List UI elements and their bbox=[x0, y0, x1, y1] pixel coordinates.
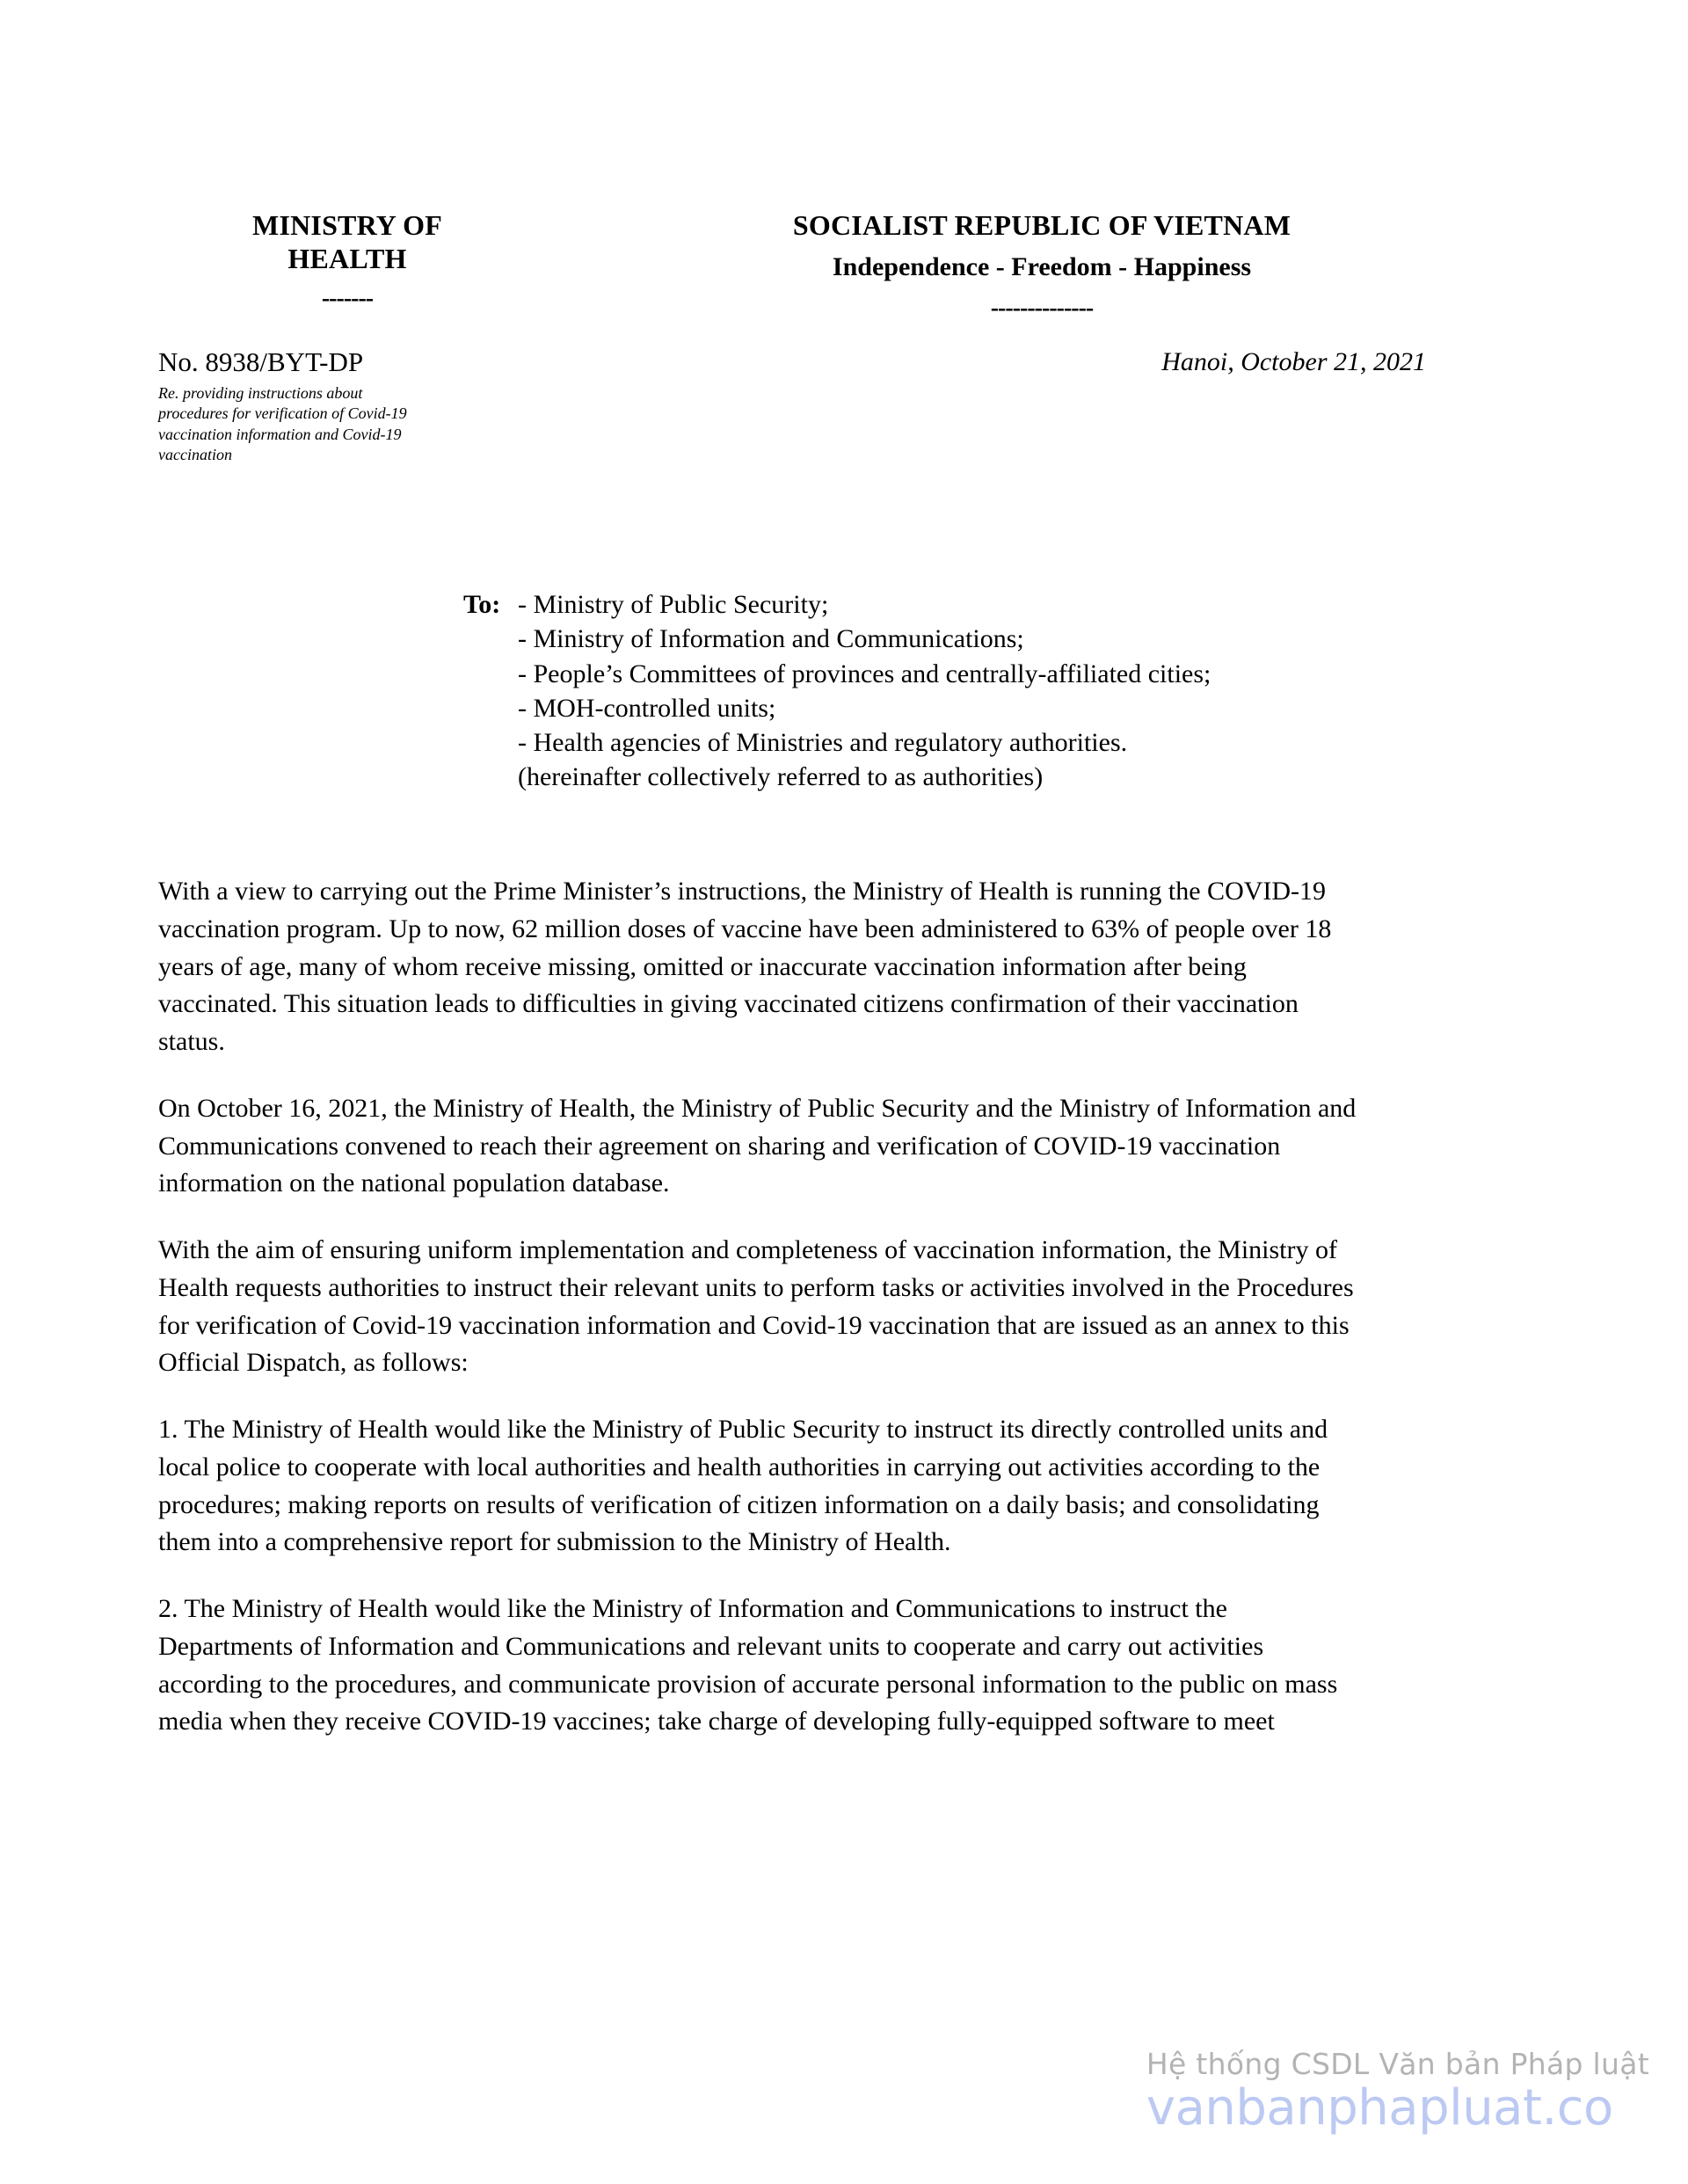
issuing-organization-rule: ------- bbox=[321, 284, 374, 312]
body-paragraph-item-2: 2. The Ministry of Health would like the Ministry of Information and Communications to instruct the Departments of Information and Communications and relevant units to cooperate and carry out activities according to the procedures, and communicate provision of accurate personal information to the public on mass media when they receive COVID-19 vaccines; take charge of developing fully-equipped software to meet bbox=[158, 1594, 1338, 1736]
body-paragraph-item-1: 1. The Ministry of Health would like the Ministry of Public Security to instruct its directly controlled units and local police to cooperate with local authorities and health authorities in carrying out activities according to the procedures; making reports on results of verification of citizen information on a daily basis; and consolidating them into a comprehensive report for submission to the Ministry of Health. bbox=[158, 1415, 1328, 1557]
document-header bbox=[158, 209, 1530, 321]
issuing-organization-block bbox=[158, 209, 536, 311]
recipients-list bbox=[518, 587, 1342, 795]
issuing-organization-line-2: HEALTH bbox=[287, 242, 407, 274]
recipient-item: - MOH-controlled units; bbox=[518, 693, 776, 723]
recipients-block bbox=[463, 587, 1342, 795]
national-title: SOCIALIST REPUBLIC OF VIETNAM bbox=[792, 209, 1291, 241]
reference-number-block bbox=[158, 347, 571, 466]
watermark-domain: vanbanphapluat.co bbox=[1146, 2079, 1613, 2137]
body-paragraph: With a view to carrying out the Prime Minister’s instructions, the Ministry of Health is running the COVID-19 vaccination program. Up to now, 62 million doses of vaccine have been administered to 63% of people over 18 years of age, many of whom receive missing, omitted or inaccurate vaccination information after being vaccinated. This situation leads to difficulties in giving vaccinated citizens confirmation of their vaccination status. bbox=[158, 877, 1332, 1056]
site-watermark bbox=[1146, 2047, 1649, 2137]
place-and-date: Hanoi, October 21, 2021 bbox=[1161, 347, 1426, 376]
recipient-item: - People’s Committees of provinces and centrally-affiliated cities; bbox=[518, 659, 1211, 688]
national-heading-rule: -------------- bbox=[990, 294, 1094, 322]
document-body bbox=[158, 873, 1367, 1770]
recipient-item: - Health agencies of Ministries and regulatory authorities. bbox=[518, 728, 1128, 758]
issuing-organization-line-1: MINISTRY OF bbox=[252, 209, 442, 241]
watermark-tagline: Hệ thống CSDL Văn bản Pháp luật bbox=[1146, 2047, 1649, 2081]
reference-row bbox=[158, 347, 1530, 466]
body-paragraph: With the aim of ensuring uniform implementation and completeness of vaccination information, the Ministry of Health requests authorities to instruct their relevant units to perform tasks or activities involved in the Procedures for verification of Covid-19 vaccination information and Covid-19 vaccination that are issued as an annex to this Official Dispatch, as follows: bbox=[158, 1235, 1354, 1378]
body-paragraph: On October 16, 2021, the Ministry of Health, the Ministry of Public Security and the Ministry of Information and Communications convened to reach their agreement on sharing and verification of COVID-19 vaccination information on the national population database. bbox=[158, 1093, 1357, 1198]
national-heading-block bbox=[536, 209, 1530, 321]
recipient-item: - Ministry of Public Security; bbox=[518, 590, 829, 619]
document-number: No. 8938/BYT-DP bbox=[158, 346, 364, 377]
document-subject: Re. providing instructions about procedures for verification of Covid-19 vaccination information and Covid-19 vaccination bbox=[158, 384, 407, 464]
national-motto: Independence - Freedom - Happiness bbox=[832, 251, 1252, 281]
recipients-note: (hereinafter collectively referred to as authorities) bbox=[518, 762, 1044, 792]
recipient-item: - Ministry of Information and Communications; bbox=[518, 624, 1024, 654]
recipients-label: To: bbox=[463, 590, 501, 619]
